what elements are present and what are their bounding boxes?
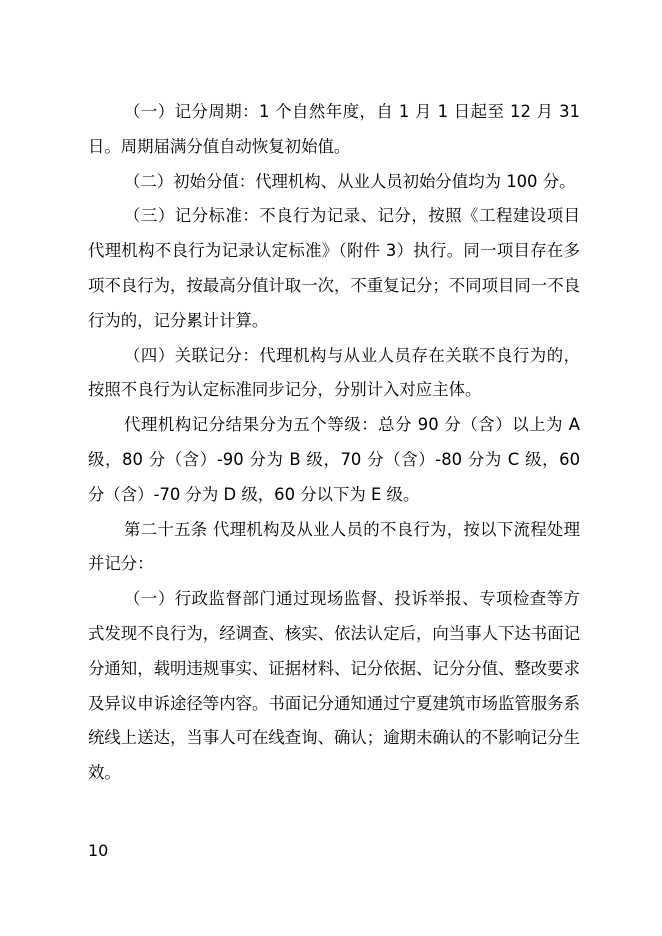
page-number: 10 [88,841,109,860]
paragraph-scoring-period: （一）记分周期：1 个自然年度，自 1 月 1 日起至 12 月 31 日。周期届满分值自动恢复初始值。 [88,102,580,156]
paragraph-related-scoring: （四）关联记分：代理机构与从业人员存在关联不良行为的，按照不良行为认定标准同步记分，分别计入对应主体。 [88,345,580,400]
paragraph-scoring-standard: （三）记分标准：不良行为记录、记分，按照《工程建设项目代理机构不良行为记录认定标准》（附件 3）执行。同一项目存在多项不良行为，按最高分值计取一次，不重复记分；不同项目同一不良行为的，记分累计计算。 [88,206,580,330]
document-body [88,95,580,791]
paragraph-process-step-1: （一）行政监督部门通过现场监督、投诉举报、专项检查等方式发现不良行为，经调查、核实、依法认定后，向当事人下达书面记分通知，载明违规事实、证据材料、记分依据、记分分值、整改要求及异议申诉途径等内容。书面记分通知通过宁夏建筑市场监管服务系统线上送达，当事人可在线查询、确认；逾期未确认的不影响记分生效。 [88,589,580,783]
paragraph-article-25: 第二十五条 代理机构及从业人员的不良行为，按以下流程处理并记分： [88,519,580,574]
paragraph-grade-levels: 代理机构记分结果分为五个等级：总分 90 分（含）以上为 A 级，80 分（含）-90 分为 B 级，70 分（含）-80 分为 C 级，60 分（含）-70 分为 D 级，60 分以下为 E 级。 [88,415,580,504]
paragraph-initial-score: （二）初始分值：代理机构、从业人员初始分值均为 100 分。 [124,171,576,191]
